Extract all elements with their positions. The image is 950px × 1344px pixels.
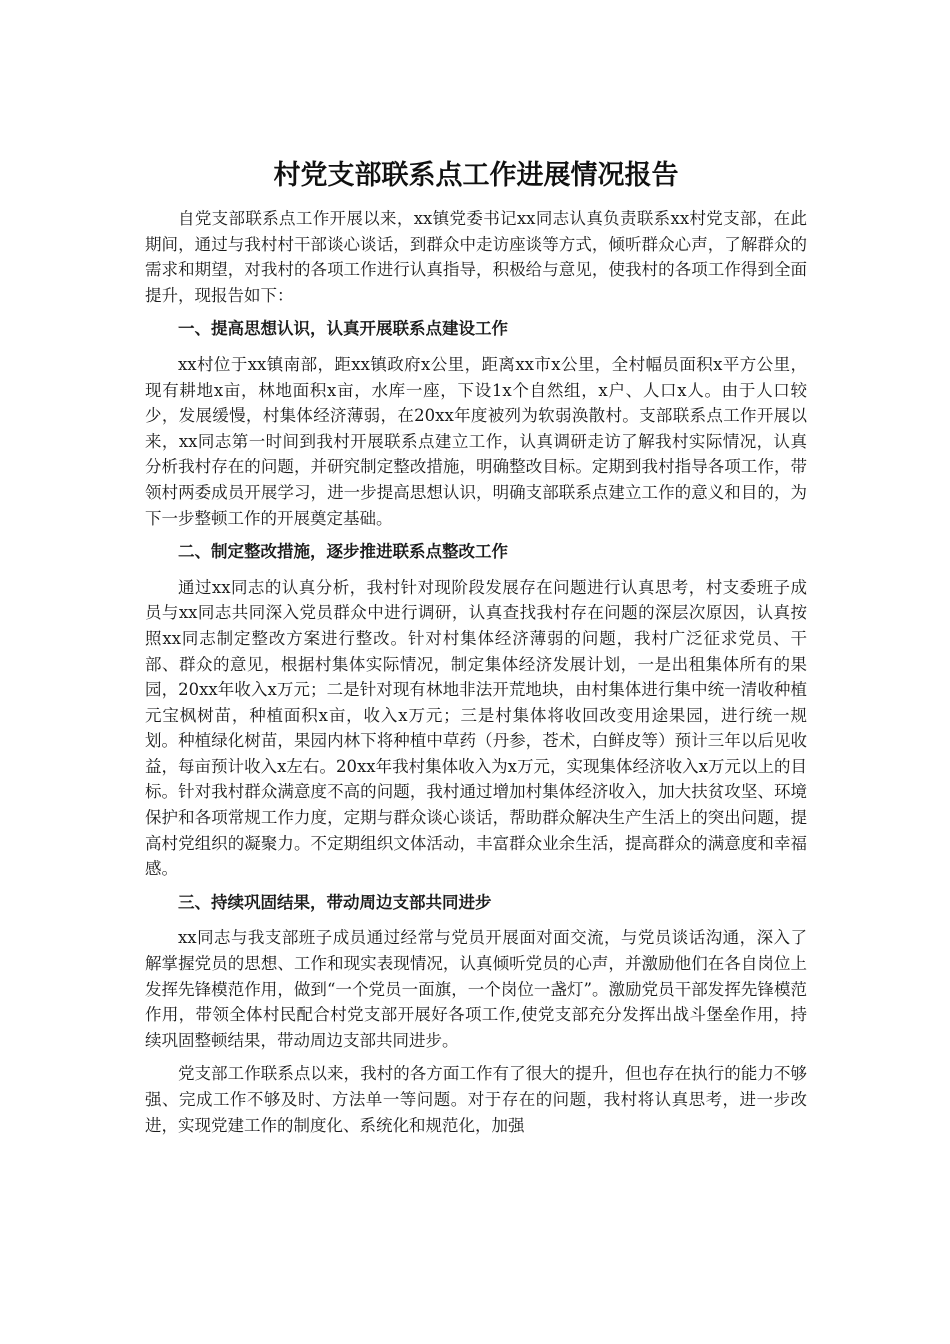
- intro-paragraph: 自党支部联系点工作开展以来，xx镇党委书记xx同志认真负责联系xx村党支部，在此期间，通过与我村村干部谈心谈话，到群众中走访座谈等方式，倾听群众心声，了解群众的需求和期望，对我村的各项工作进行认真指导，积极给与意见，使我村的各项工作得到全面提升，现报告如下：: [145, 209, 807, 305]
- section-3: [145, 890, 807, 1054]
- section-body: xx村位于xx镇南部，距xx镇政府x公里，距离xx市x公里，全村幅员面积x平方公里，现有耕地x亩，林地面积x亩，水库一座，下设1x个自然组，x户、人口x人。由于人口较少，发展缓慢，村集体经济薄弱，在20xx年度被列为软弱涣散村。支部联系点工作开展以来，xx同志第一时间到我村开展联系点建立工作，认真调研走访了解我村实际情况，认真分析我村存在的问题，并研究制定整改措施，明确整改目标。定期到我村指导各项工作，带领村两委成员开展学习，进一步提高思想认识，明确支部联系点建立工作的意义和目的，为下一步整顿工作的开展奠定基础。: [145, 354, 807, 528]
- section-2: [145, 539, 807, 882]
- section-heading: 三、持续巩固结果，带动周边支部共同进步: [178, 892, 492, 912]
- section-body: xx同志与我支部班子成员通过经常与党员开展面对面交流，与党员谈话沟通，深入了解掌握党员的思想、工作和现实表现情况，认真倾听党员的心声，并激励他们在各自岗位上发挥先锋模范作用，做到“一个党员一面旗，一个岗位一盏灯”。激励党员干部发挥先锋模范作用，带领全体村民配合村党支部开展好各项工作,使党支部充分发挥出战斗堡垒作用，持续巩固整顿结果，带动周边支部共同进步。: [145, 928, 807, 1050]
- document-title: 村党支部联系点工作进展情况报告: [273, 160, 679, 191]
- section-heading: 一、提高思想认识，认真开展联系点建设工作: [178, 319, 508, 339]
- document-page: [145, 150, 807, 1146]
- section-heading: 二、制定整改措施，逐步推进联系点整改工作: [178, 542, 508, 562]
- section-1: [145, 316, 807, 531]
- section-body: 通过xx同志的认真分析，我村针对现阶段发展存在问题进行认真思考，村支委班子成员与xx同志共同深入党员群众中进行调研，认真查找我村存在问题的深层次原因，认真按照xx同志制定整改方案进行整改。针对村集体经济薄弱的问题，我村广泛征求党员、干部、群众的意见，根据村集体实际情况，制定集体经济发展计划，一是出租集体所有的果园，20xx年收入x万元；二是针对现有林地非法开荒地块，由村集体进行集中统一清收种植元宝枫树苗，种植面积x亩，收入x万元；三是村集体将收回改变用途果园，进行统一规划。种植绿化树苗，果园内林下将种植中草药（丹参，苍术，白鲜皮等）预计三年以后见收益，每亩预计收入x左右。20xx年我村集体收入为x万元，实现集体经济收入x万元以上的目标。针对我村群众满意度不高的问题，我村通过增加村集体经济收入，加大扶贫攻坚、环境保护和各项常规工作力度，定期与群众谈心谈话，帮助群众解决生产生活上的突出问题，提高村党组织的凝聚力。不定期组织文体活动，丰富群众业余生活，提高群众的满意度和幸福感。: [145, 577, 807, 879]
- closing-paragraph: 党支部工作联系点以来，我村的各方面工作有了很大的提升，但也存在执行的能力不够强、完成工作不够及时、方法单一等问题。对于存在的问题，我村将认真思考，进一步改进，实现党建工作的制度化、系统化和规范化，加强: [145, 1064, 807, 1135]
